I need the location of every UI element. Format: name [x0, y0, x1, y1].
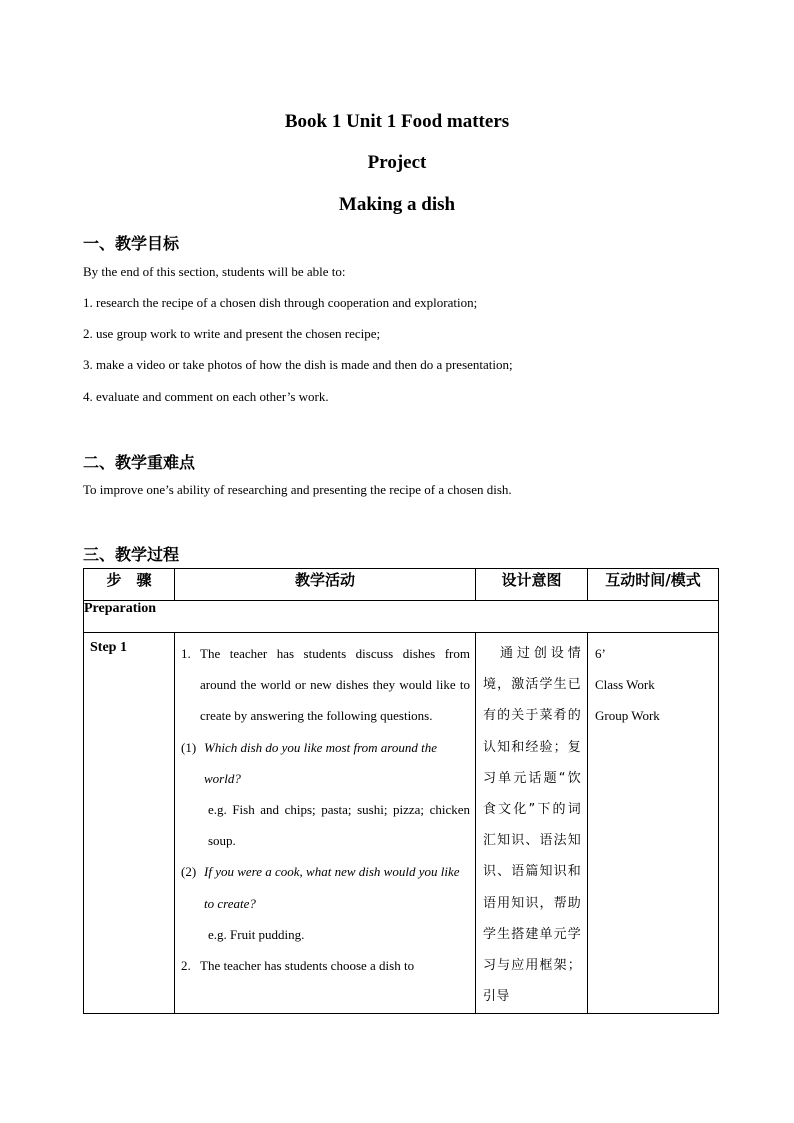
question-number: (2) — [181, 864, 197, 880]
activity-item — [181, 638, 470, 732]
phase-label: Preparation — [84, 601, 719, 633]
table-row — [84, 633, 719, 1014]
table-header-row — [84, 569, 719, 601]
header-time-mode: 互动时间/模式 — [588, 569, 719, 601]
teaching-process-table — [83, 568, 719, 1014]
question-text: If you were a cook, what new dish would you like to create? — [204, 864, 460, 911]
keypoints-text: To improve one’s ability of researching and presenting the recipe of a chosen dish. — [83, 482, 512, 497]
activity-cell — [175, 633, 476, 1014]
time-value: 6’ — [595, 646, 606, 661]
activity-number: 1. — [181, 646, 191, 661]
objectives-intro: By the end of this section, students will be able to: — [83, 264, 346, 279]
question-example: e.g. Fruit pudding. — [208, 926, 305, 942]
question-number: (1) — [181, 739, 197, 755]
question-example: e.g. Fish and chips; pasta; sushi; pizza; chicken soup. — [208, 802, 470, 849]
mode-class-work: Class Work — [595, 677, 655, 693]
activity-item — [181, 950, 470, 981]
step-label: Step 1 — [84, 633, 175, 1014]
header-activity: 教学活动 — [175, 569, 476, 601]
phase-row — [84, 601, 719, 633]
document-title: Book 1 Unit 1 Food matters — [284, 111, 510, 132]
keypoints-heading: 二、教学重难点 — [83, 453, 196, 472]
question-item — [181, 732, 470, 794]
header-step: 步 骤 — [84, 569, 175, 601]
process-heading: 三、教学过程 — [83, 545, 180, 564]
lesson-title: Making a dish — [338, 194, 456, 215]
objective-item: 4. evaluate and comment on each other’s work. — [83, 389, 329, 404]
time-mode-cell — [588, 633, 719, 1014]
purpose-cell: 通过创设情境，激活学生已有的关于菜肴的认知和经验；复习单元话题“饮食文化”下的词汇知识、语法知识、语篇知识和语用知识，帮助学生搭建单元学习与应用框架；引导 — [476, 633, 588, 1014]
activity-number: 2. — [181, 958, 191, 974]
activity-text: The teacher has students discuss dishes from around the world or new dishes they would like to create by answering the following questions. — [200, 646, 470, 724]
activity-text: The teacher has students choose a dish to — [200, 958, 415, 974]
objectives-heading: 一、教学目标 — [83, 234, 180, 253]
question-text: Which dish do you like most from around the world? — [204, 739, 438, 786]
objective-item: 1. research the recipe of a chosen dish through cooperation and exploration; — [83, 295, 478, 310]
question-item — [181, 856, 470, 918]
objective-item: 3. make a video or take photos of how the dish is made and then do a presentation; — [83, 357, 513, 372]
objective-item: 2. use group work to write and present the chosen recipe; — [83, 326, 381, 341]
mode-group-work: Group Work — [595, 708, 660, 724]
document-subtitle: Project — [367, 152, 427, 173]
header-purpose: 设计意图 — [476, 569, 588, 601]
